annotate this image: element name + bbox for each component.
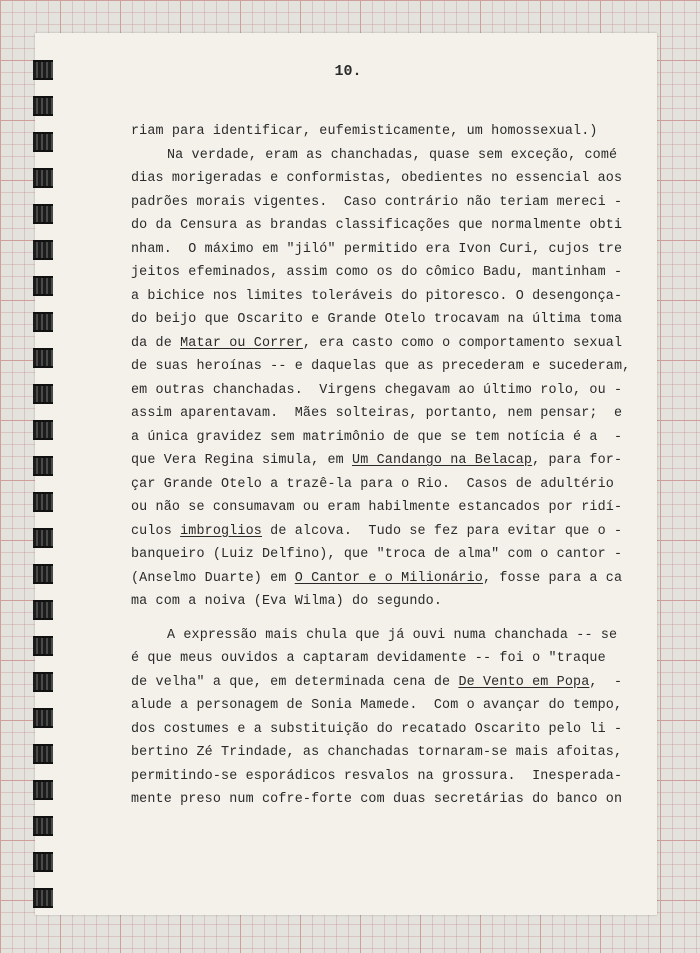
binder-hole — [33, 528, 53, 548]
binder-hole — [33, 708, 53, 728]
text-line: A expressão mais chula que já ouvi numa chanchada -- se — [167, 627, 618, 643]
underlined-title: Um Candango na Belacap — [352, 453, 533, 468]
text-line: ma com a noiva (Eva Wilma) do segundo. — [131, 594, 443, 609]
underlined-title: De Vento em Popa — [458, 674, 590, 690]
text-line: banqueiro (Luiz Delfino), que "troca de alma" com o cantor - — [131, 547, 623, 562]
binder-hole — [33, 816, 53, 836]
text-line: do beijo que Oscarito e Grande Otelo trocavam na última toma — [131, 312, 623, 327]
binder-holes — [33, 52, 55, 902]
text-line: riam para identificar, eufemisticamente, um homossexual.) — [131, 124, 598, 139]
text-line: nham. O máximo em "jiló" permitido era Ivon Curi, cujos tre — [131, 241, 623, 257]
binder-hole — [33, 204, 53, 224]
text-line: (Anselmo Duarte) em O Cantor e o Milionário, fosse para a ca — [131, 570, 623, 586]
binder-hole — [33, 888, 53, 908]
binder-hole — [33, 564, 53, 584]
binder-hole — [33, 780, 53, 800]
text-line: culos imbroglios de alcova. Tudo se fez para evitar que o - — [131, 523, 623, 539]
text-line: alude a personagem de Sonia Mamede. Com o avançar do tempo, — [131, 698, 623, 713]
text-line: padrões morais vigentes. Caso contrário não teriam mereci - — [131, 194, 623, 210]
binder-hole — [33, 456, 53, 476]
text-line: çar Grande Otelo a trazê-la para o Rio. Casos de adultério — [131, 476, 614, 492]
binder-hole — [33, 312, 53, 332]
binder-hole — [33, 348, 53, 368]
underlined-title: O Cantor e o Milionário — [294, 570, 483, 586]
text-line: mente preso num cofre-forte com duas secretárias do banco on — [131, 792, 623, 807]
binder-hole — [33, 276, 53, 296]
binder-hole — [33, 420, 53, 440]
text-line: Na verdade, eram as chanchadas, quase sem exceção, comé — [167, 147, 618, 163]
text-line: assim aparentavam. Mães solteiras, portanto, nem pensar; e — [131, 406, 623, 421]
binder-hole — [33, 132, 53, 152]
body-text — [131, 120, 631, 812]
text-line: da de Matar ou Correr, era casto como o comportamento sexual — [131, 335, 623, 351]
binder-hole — [33, 96, 53, 116]
binder-hole — [33, 744, 53, 764]
text-line: a bichice nos limites toleráveis do pitoresco. O desengonça- — [131, 288, 623, 304]
binder-hole — [33, 636, 53, 656]
underlined-title: Matar ou Correr — [180, 335, 303, 351]
text-line: permitindo-se esporádicos resvalos na grossura. Inesperada- — [131, 768, 623, 784]
text-line: jeitos efeminados, assim como os do cômico Badu, mantinham - — [131, 265, 623, 280]
text-line: em outras chanchadas. Virgens chegavam ao último rolo, ou - — [131, 382, 623, 398]
underlined-title: imbroglios — [180, 523, 262, 539]
page-number: 10. — [334, 63, 362, 80]
binder-hole — [33, 852, 53, 872]
binder-hole — [33, 492, 53, 512]
text-line: é que meus ouvidos a captaram devidamente -- foi o "traque — [131, 651, 606, 666]
binder-hole — [33, 384, 53, 404]
text-line: dos costumes e a substituição do recatado Oscarito pelo li - — [131, 721, 623, 737]
binder-hole — [33, 240, 53, 260]
text-line: que Vera Regina simula, em Um Candango na Belacap, para for- — [131, 453, 623, 468]
text-line: de velha" a que, em determinada cena de De Vento em Popa — [131, 674, 590, 690]
binder-hole — [33, 168, 53, 188]
text-line: ou não se consumavam ou eram habilmente estancados por ridí- — [131, 500, 623, 515]
text-line: dias morigeradas e conformistas, obedientes no essencial aos — [131, 171, 623, 186]
text-line: bertino Zé Trindade, as chanchadas tornaram-se mais afoitas, — [131, 745, 623, 760]
binder-hole — [33, 600, 53, 620]
text-line: a única gravidez sem matrimônio de que se tem notícia é a - — [131, 429, 623, 445]
text-line: do da Censura as brandas classificações que normalmente obti — [131, 218, 623, 233]
binder-hole — [33, 672, 53, 692]
text-line: de suas heroínas -- e daquelas que as precederam e sucederam, — [131, 359, 631, 374]
